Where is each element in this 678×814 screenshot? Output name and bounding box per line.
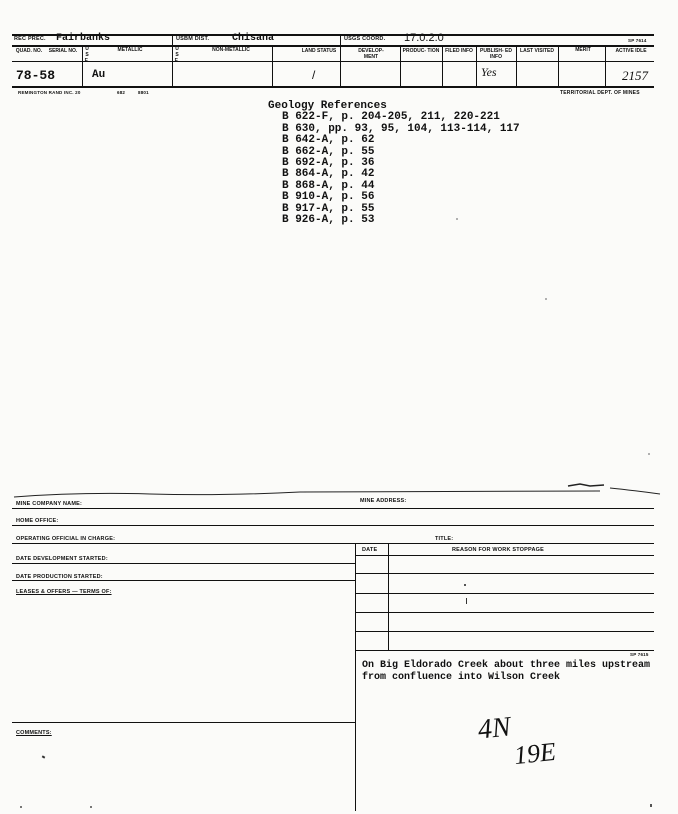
metallic-value: Au xyxy=(92,69,106,81)
printer-imprint: REMINGTON RAND INC. 20 xyxy=(18,90,81,95)
torn-edge xyxy=(0,470,678,500)
title-label: TITLE: xyxy=(435,536,454,542)
published-info-header: PUBLISH- ED INFO xyxy=(480,48,512,60)
territorial-dept: TERRITORIAL DEPT. OF MINES xyxy=(560,90,640,96)
published-info-value: Yes xyxy=(481,65,497,79)
usgs-coord-label: USGS COORD. xyxy=(344,36,386,42)
usbm-dist-value: Chisana xyxy=(232,33,275,44)
date-development-label: DATE DEVELOPMENT STARTED: xyxy=(16,556,108,562)
handwritten-range: 19E xyxy=(512,736,558,771)
geology-ref-4: B 662-A, p. 55 xyxy=(282,145,375,158)
geology-ref-5: B 692-A, p. 36 xyxy=(282,157,375,170)
location-note: On Big Eldorado Creek about three miles upstream from confluence into Wilson Creek xyxy=(362,660,651,683)
rec-prec-label: REC PREC. xyxy=(14,36,46,42)
leases-label: LEASES & OFFERS — TERMS OF: xyxy=(16,589,112,595)
land-status-value: / xyxy=(312,68,316,82)
date-column-header: DATE xyxy=(362,547,378,553)
metallic-header: METALLIC xyxy=(117,47,143,53)
geology-ref-8: B 910-A, p. 56 xyxy=(282,191,375,204)
merit-header: MERIT xyxy=(575,47,591,53)
comments-label: COMMENTS: xyxy=(16,730,52,736)
geology-ref-9: B 917-A, p. 55 xyxy=(282,202,375,215)
date-production-label: DATE PRODUCTION STARTED: xyxy=(16,574,103,580)
quad-header: QUAD. NO. xyxy=(15,48,43,54)
quad-serial-value: 78-58 xyxy=(16,68,56,83)
geology-ref-1: B 622-F, p. 204-205, 211, 220-221 xyxy=(282,111,500,124)
geology-ref-7: B 868-A, p. 44 xyxy=(282,179,375,192)
land-status-header: LAND STATUS xyxy=(301,48,337,54)
printer-code-b: 8801 xyxy=(138,90,149,95)
form-number: SP 7614 xyxy=(628,38,647,43)
geology-references xyxy=(268,101,520,226)
usbm-dist-label: USBM DIST. xyxy=(176,36,210,42)
geology-ref-6: B 864-A, p. 42 xyxy=(282,168,375,181)
mine-address-label: MINE ADDRESS: xyxy=(360,498,407,504)
home-office-label: HOME OFFICE: xyxy=(16,518,59,524)
geology-ref-10: B 926-A, p. 53 xyxy=(282,214,375,227)
last-visited-header: LAST VISITED xyxy=(520,48,554,54)
serial-header: SERIAL NO. xyxy=(48,48,78,54)
geology-ref-2: B 630, pp. 93, 95, 104, 113-114, 117 xyxy=(282,122,520,135)
usgs-coord-value: 17.0.2.0 xyxy=(404,32,444,44)
active-idle-value: 2157 xyxy=(622,68,648,83)
form-number-2: SP 7615 xyxy=(630,652,649,657)
filed-info-header: FILED INFO xyxy=(445,48,473,54)
active-idle-header: ACTIVE IDLE xyxy=(615,48,647,54)
nonmetallic-s: S xyxy=(175,52,179,58)
nonmetallic-e: E. xyxy=(174,58,180,64)
operating-official-label: OPERATING OFFICIAL IN CHARGE: xyxy=(16,536,116,542)
metallic-e: E. xyxy=(84,58,90,64)
rec-prec-value: Fairbanks xyxy=(56,33,111,44)
geology-ref-3: B 642-A, p. 62 xyxy=(282,134,375,147)
nonmetallic-header: NON-METALLIC xyxy=(212,47,250,53)
printer-code-a: 682 xyxy=(117,90,126,95)
metallic-u: U xyxy=(85,46,89,52)
handwritten-township: 4N xyxy=(476,711,513,746)
reason-column-header: REASON FOR WORK STOPPAGE xyxy=(452,547,544,553)
production-header: PRODUC- TION xyxy=(402,48,440,54)
nonmetallic-u: U xyxy=(175,46,179,52)
metallic-s: S xyxy=(85,52,89,58)
geology-title: Geology References xyxy=(268,100,387,112)
development-header: DEVELOP- MENT xyxy=(358,48,384,60)
mine-company-label: MINE COMPANY NAME: xyxy=(16,501,83,507)
